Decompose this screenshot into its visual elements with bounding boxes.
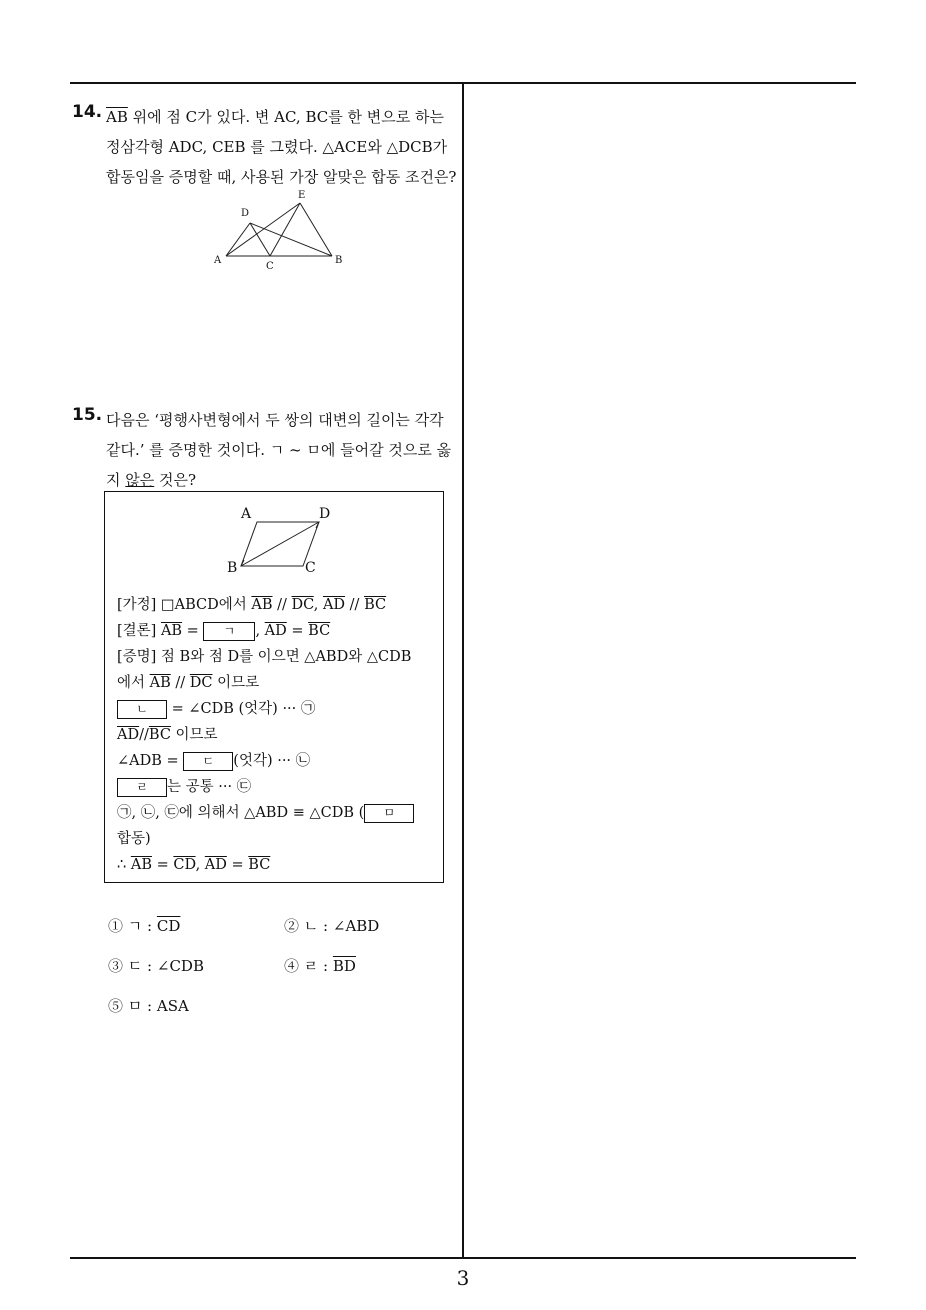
question-text [106,102,458,192]
proof-step-8: 합동) [117,831,151,847]
segment: $\overline{AD}$ [117,727,140,743]
choice-number: ① [108,917,124,935]
segment: $\overline{CD}$ [173,857,196,873]
segment-db-line [250,223,332,256]
proof-text: , [313,597,323,613]
blank-box-2: ㄴ [117,700,167,719]
segment: $\overline{DC}$ [189,675,213,691]
segment: $\overline{AB}$ [130,857,152,873]
segment: $\overline{AB}$ [160,623,183,639]
proof-text: = [286,623,309,639]
proof-given [117,592,439,618]
parallel-sign: // [345,597,365,613]
proof-therefore [117,852,439,878]
label-c: C [266,261,274,270]
choice-1[interactable] [108,915,180,936]
segment: $\overline{BC}$ [148,727,171,743]
segment-eb-line [300,203,332,256]
choice-5[interactable] [108,995,189,1016]
proof-step-5 [117,748,439,774]
proof-text: , [255,623,265,639]
choice-3[interactable] [108,955,204,976]
proof-step-4 [117,722,439,748]
choice-2[interactable] [284,915,379,936]
proof-step-3 [117,696,439,722]
segment-ab: $\overline{AB}$ [106,108,128,126]
label-b: B [227,560,238,576]
therefore-sign: ∴ [117,857,131,873]
proof-step-2 [117,670,439,696]
segment: $\overline{BC}$ [308,623,331,639]
label-d: D [241,208,250,219]
proof-text: 점 B와 점 D를 이으면 △ABD와 △CDB [156,649,412,665]
proof-text: ∠ADB = [117,753,184,769]
proof-box [104,491,444,883]
question-text-part: 지 [106,471,126,489]
choice-text: ㄷ : ∠CDB [127,957,204,975]
choice-text: ㅁ : ASA [127,997,189,1015]
segment: $\overline{BD}$ [332,957,356,975]
question-line-2: 정삼각형 ADC, CEB 를 그렸다. △ACE와 △DCB가 [106,138,448,156]
segment: $\overline{BC}$ [364,597,387,613]
triangle-figure [210,185,350,270]
proof-text: 이므로 [170,727,218,743]
segment: $\overline{BC}$ [248,857,271,873]
question-line-3: 합동임을 증명할 때, 사용된 가장 알맞은 합동 조건은? [106,168,457,186]
label-a: A [241,506,252,522]
segment: $\overline{CD}$ [156,917,181,935]
segment: $\overline{AD}$ [264,623,287,639]
segment: $\overline{AB}$ [149,675,171,691]
given-tag: [가정] [117,597,157,613]
blank-box-4: ㄹ [117,778,167,797]
bottom-rule [70,1257,856,1259]
proof-step-7 [117,800,439,826]
proof-text: 이므로 [212,675,260,691]
segment: $\overline{AD}$ [322,597,346,613]
blank-box-5: ㅁ [364,804,414,823]
parallel-sign: // [272,597,292,613]
label-b: B [335,255,343,266]
proof-text: , [195,857,205,873]
parallel-sign: // [170,675,190,691]
proof-text: 에서 [117,675,150,691]
question-text-part: 것은? [154,471,197,489]
label-c: C [305,560,316,576]
question-line-1: 다음은 ‘평행사변형에서 두 쌍의 대변의 길이는 각각 [106,411,444,429]
segment-dc-line [250,223,270,256]
choice-number: ⑤ [108,997,124,1015]
proof-conclusion [117,618,439,644]
question-number: 14. [72,102,103,122]
blank-box-1: ㄱ [203,622,255,641]
choice-text: ㄹ : [303,957,333,975]
choice-text: ㄱ : [127,917,157,935]
question-15 [72,405,458,495]
segment-ae-line [226,203,300,256]
proof-text: (엇각) ··· ㉡ [233,753,311,769]
choice-number: ④ [284,957,300,975]
choice-number: ③ [108,957,124,975]
parallel-sign: // [139,727,149,743]
label-a: A [214,255,222,266]
proof-tag: [증명] [117,649,157,665]
label-e: E [298,190,306,201]
question-text [106,405,458,495]
segment: $\overline{DC}$ [291,597,314,613]
proof-text: = [182,623,204,639]
proof-step-1 [117,644,439,670]
label-d: D [319,506,331,522]
segment-ad-line [226,223,250,256]
proof-lines [117,592,439,878]
proof-text: = ∠CDB (엇각) ··· ㉠ [167,701,316,717]
question-number: 15. [72,405,103,425]
blank-box-3: ㄷ [183,752,233,771]
proof-text: 는 공통 ··· ㉢ [167,779,252,795]
emphasis-underlined: 않은 [125,471,155,489]
conclusion-tag: [결론] [117,623,157,639]
choice-4[interactable] [284,955,356,976]
proof-text: = [151,857,174,873]
proof-text: □ABCD에서 [156,597,252,613]
proof-step-6 [117,774,439,800]
segment-ce-line [270,203,300,256]
segment: $\overline{AD}$ [204,857,227,873]
question-line-2: 같다.’ 를 증명한 것이다. ㄱ ~ ㅁ에 들어갈 것으로 옳 [106,441,452,459]
segment: $\overline{AB}$ [251,597,273,613]
column-divider [462,82,464,1259]
choice-number: ② [284,917,300,935]
question-line-1 [106,102,458,132]
choice-text: ㄴ : ∠ABD [303,917,380,935]
parallelogram-figure [221,498,331,578]
proof-text: ㉠, ㉡, ㉢에 의해서 △ABD ≡ △CDB ( [117,805,365,821]
proof-text: = [226,857,249,873]
question-text-part: 위에 점 C가 있다. 변 AC, BC를 한 변으로 하는 [127,108,444,126]
page-number: 3 [456,1266,470,1290]
